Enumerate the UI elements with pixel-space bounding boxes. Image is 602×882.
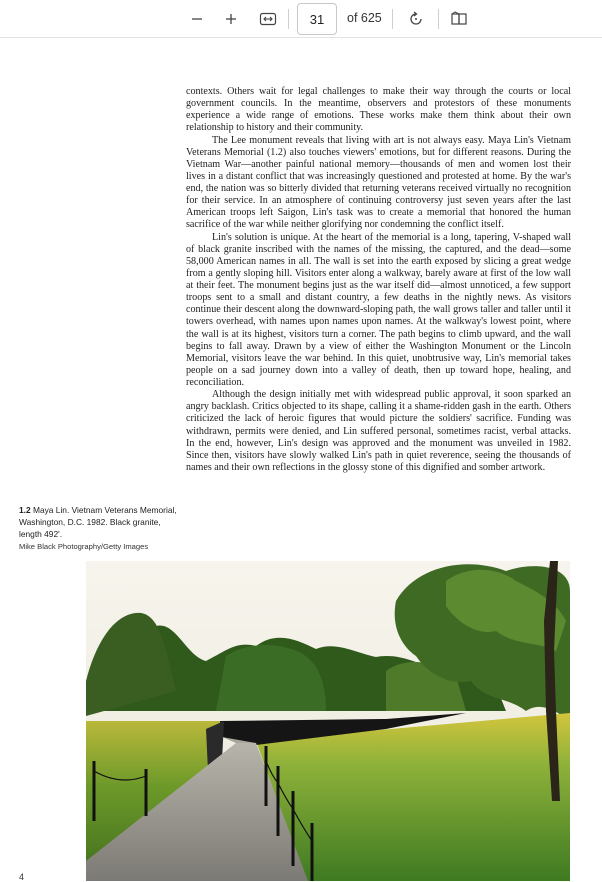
page-number-input[interactable] [297,3,337,35]
toolbar-divider [392,9,393,29]
photo-credit: Mike Black Photography/Getty Images [19,542,149,551]
zoom-out-button[interactable] [185,7,209,31]
figure-number: 1.2 [19,505,31,515]
paragraph: contexts. Others wait for legal challenges to make their way through the courts or local government councils. In the meantime, observers and protestors of these monuments experience a wide range of emotions. These works make them think about their own relationship to history and their community. [186,86,571,134]
paragraph: Although the design initially met with widespread public approval, it soon sparked an angry backlash. Critics objected to its shape, calling it a shame-ridden gash in the earth. Others criticized the lack of heroic figures that would picture the soldiers' sacrifice. Funding was withdrawn, permits were denied, and Lin suffered personal, sometimes racist, verbal attacks. In the end, however, Lin's design was approved and the monument was unveiled in 1982. Since then, visitors have slowly walked Lin's path in quiet reverence, seeing the thousands of names and their own reflections in the glossy stone of this dignified and somber artwork. [186,389,571,473]
paragraph: Lin's solution is unique. At the heart of the memorial is a long, tapering, V-shaped wall of black granite inscribed with the names of the missing, the captured, and the dead—some 58,000 American names in all. The wall is set into the earth exposed by slicing a great wedge from a gently sloping hill. Visitors enter along a walkway, barely aware at first of the low wall at their feet. The monument begins just as the war itself did—almost unnoticed, a few support troops sent to a small and distant country, a few deaths in the nightly news. As visitors continue their descent along the downward-sloping path, the wall grows taller and taller until it towers overhead, with names upon names upon names. At the walkway's lowest point, where the wall is at its highest, visitors turn a corner. The path begins to climb upward, and the wall begins to fall away. Drawn by a view of either the Washington Monument or the Lincoln Memorial, visitors leave the war behind. In this quiet, unobtrusive way, Lin's memorial takes people on a sad journey down into a valley of death, then up toward hope, healing, and reconciliation. [186,231,571,388]
page-view-button[interactable] [447,7,471,31]
memorial-photo [86,561,570,881]
page-total-label: of 625 [347,11,382,25]
minus-icon [190,12,204,26]
fit-width-button[interactable] [256,7,280,31]
body-text [186,86,571,474]
page-view-icon [450,11,468,27]
rotate-button[interactable] [404,7,428,31]
page-number: 4 [19,872,25,882]
plus-icon [224,12,238,26]
toolbar-divider [438,9,439,29]
toolbar-divider [288,9,289,29]
zoom-in-button[interactable] [219,7,243,31]
fit-width-icon [259,11,277,27]
document-page [0,39,602,882]
paragraph: The Lee monument reveals that living with art is not always easy. Maya Lin's Vietnam Veterans Memorial (1.2) also touches viewers' emotions, but for different reasons. During the Vietnam War—another painful national memory—thousands of men and women lost their lives in a distant conflict that was increasingly questioned and protested at home. By the war's end, the nation was so bitterly divided that returning veterans received virtually no recognition for their service. In an atmosphere of continuing controversy just seven years after the last American troops left Saigon, Lin's task was to create a memorial that honored the human sacrifice of the war while neither glorifying nor condemning the conflict itself. [186,134,571,231]
rotate-icon [408,11,424,27]
caption-text: Maya Lin. Vietnam Veterans Memorial, Washington, D.C. 1982. Black granite, length 492'. [19,505,177,539]
pdf-toolbar [0,0,602,38]
vietnam-memorial-photo [86,561,570,881]
figure-caption [19,504,179,553]
